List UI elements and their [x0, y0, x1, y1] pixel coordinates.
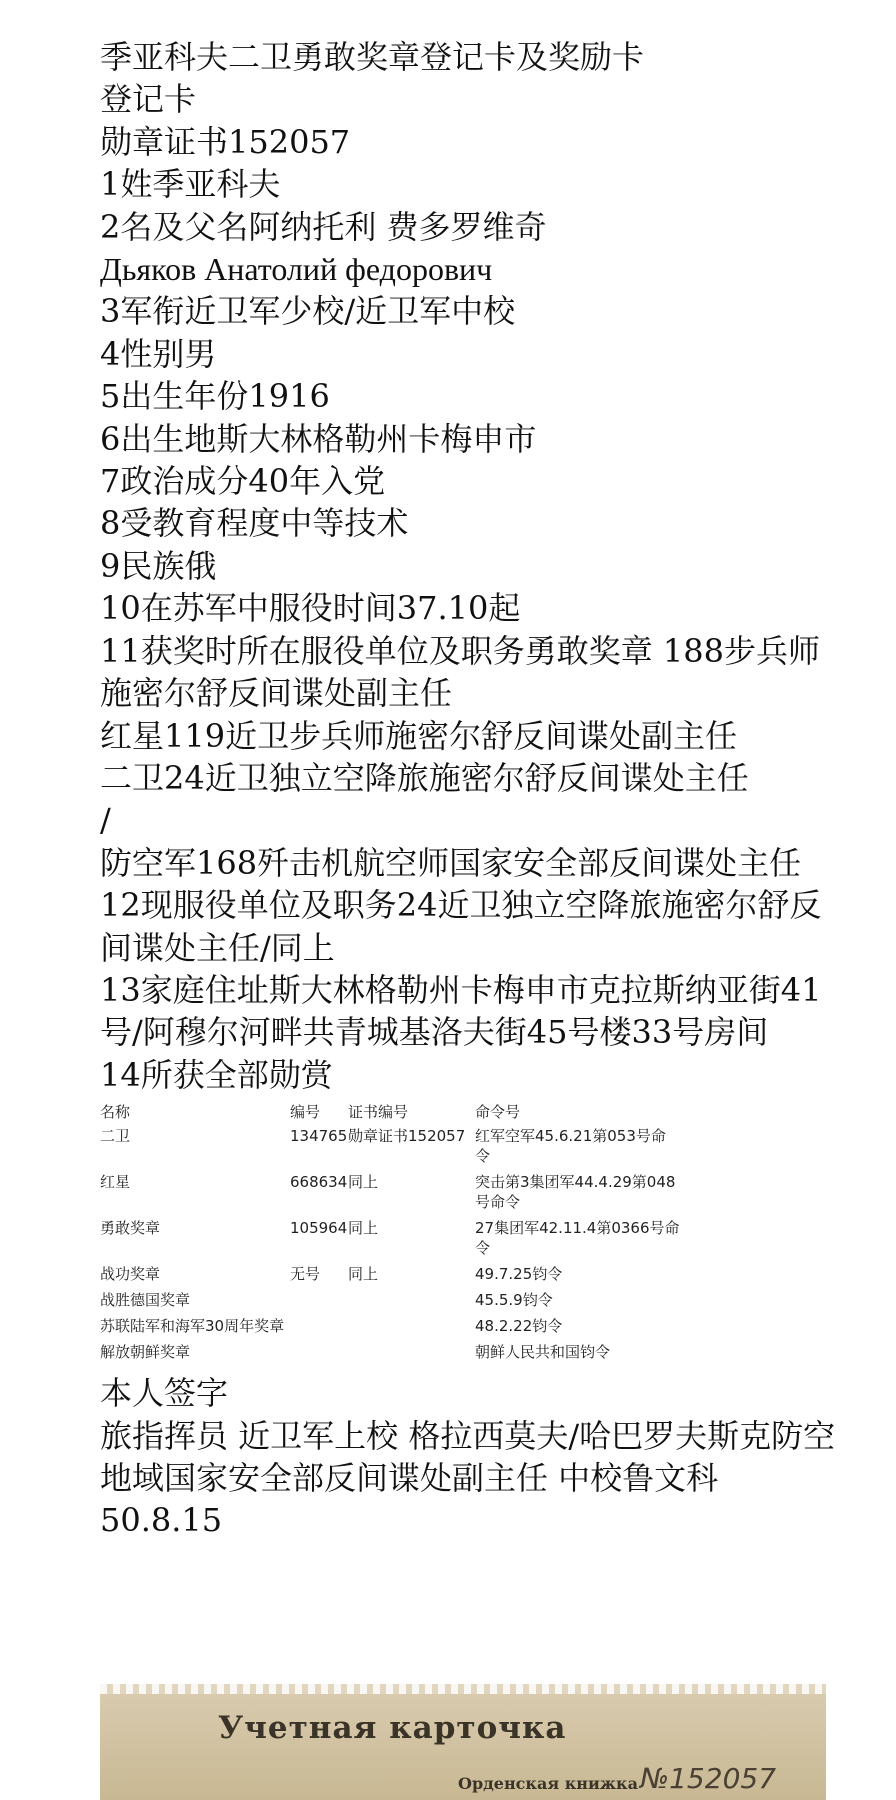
torn-paper-edge	[100, 1684, 826, 1694]
field-unit-second-class: 二卫24近卫独立空降旅施密尔舒反间谍处主任	[100, 758, 749, 797]
award-name: 勇敢奖章	[100, 1219, 161, 1238]
award-order: 红军空军45.6.21第053号命令	[475, 1127, 666, 1166]
field-education: 8受教育程度中等技术	[100, 504, 409, 543]
signature-date: 50.8.15	[100, 1501, 223, 1540]
award-name: 战功奖章	[100, 1265, 161, 1284]
header-name: 名称	[100, 1103, 131, 1122]
award-order: 朝鲜人民共和国钧令	[475, 1343, 611, 1362]
table-row	[100, 1316, 680, 1342]
header-number: 编号	[290, 1103, 321, 1122]
award-number: 105964	[290, 1219, 348, 1238]
award-cert: 同上	[348, 1173, 379, 1192]
table-row	[100, 1290, 680, 1316]
award-order: 45.5.9钧令	[475, 1291, 553, 1310]
card-title: 季亚科夫二卫勇敢奖章登记卡及奖励卡	[100, 38, 645, 76]
table-row	[100, 1172, 680, 1218]
document-body	[100, 36, 840, 1542]
field-unit-red-star: 红星119近卫步兵师施密尔舒反间谍处副主任	[100, 716, 738, 755]
award-cert: 同上	[348, 1219, 379, 1238]
award-number	[290, 1316, 348, 1342]
header-cert: 证书编号	[348, 1103, 409, 1122]
field-name-russian: Дьяков Анатолий федорович	[100, 251, 493, 288]
field-service-start: 10在苏军中服役时间37.10起	[100, 589, 521, 628]
table-row	[100, 1342, 680, 1368]
award-cert	[348, 1290, 475, 1316]
field-all-awards: 14所获全部勋赏	[100, 1055, 333, 1094]
card-subtitle: 登记卡	[100, 80, 197, 119]
slash-separator: /	[100, 801, 111, 840]
award-number: 134765	[290, 1127, 348, 1146]
field-party: 7政治成分40年入党	[100, 462, 386, 501]
signature-label: 本人签字	[100, 1374, 229, 1413]
award-name: 苏联陆军和海军30周年奖章	[100, 1317, 285, 1336]
awards-table	[100, 1102, 680, 1368]
award-cert	[348, 1342, 475, 1368]
field-birthplace: 6出生地斯大林格勒州卡梅申市	[100, 419, 537, 458]
archive-card-photo	[100, 1684, 826, 1800]
field-unit-at-award: 11获奖时所在服役单位及职务勇敢奖章 188步兵师施密尔舒反间谍处副主任	[100, 631, 820, 713]
award-number: 无号	[290, 1265, 321, 1284]
award-order: 突击第3集团军44.4.29第048号命令	[475, 1173, 676, 1212]
field-current-unit: 12现服役单位及职务24近卫独立空降旅施密尔舒反间谍处主任/同上	[100, 886, 822, 967]
award-name: 二卫	[100, 1127, 131, 1146]
field-surname: 1姓季亚科夫	[100, 165, 281, 204]
field-home-address: 13家庭住址斯大林格勒州卡梅申市克拉斯纳亚街41号/阿穆尔河畔共青城基洛夫街45号楼33号房间	[100, 970, 822, 1052]
award-cert: 同上	[348, 1265, 379, 1284]
field-birth-year: 5出生年份1916	[100, 377, 330, 416]
field-name-patronymic: 2名及父名阿纳托利 费多罗维奇	[100, 207, 547, 246]
award-number	[290, 1290, 348, 1316]
field-unit-air-defense: 防空军168歼击机航空师国家安全部反间谍处主任	[100, 843, 802, 882]
header-order: 命令号	[475, 1103, 521, 1122]
award-order: 49.7.25钧令	[475, 1265, 563, 1284]
award-order: 27集团军42.11.4第0366号命令	[475, 1219, 680, 1258]
award-cert: 勋章证书152057	[348, 1127, 466, 1146]
table-row	[100, 1126, 680, 1172]
field-nationality: 9民族俄	[100, 546, 217, 585]
awards-table-header	[100, 1102, 680, 1126]
award-cert	[348, 1316, 475, 1342]
award-order: 48.2.22钧令	[475, 1317, 563, 1336]
photo-card-title: Учетная карточка	[218, 1710, 567, 1746]
photo-card-subtitle: Орденская книжка	[458, 1774, 638, 1793]
award-name: 红星	[100, 1173, 131, 1192]
award-number	[290, 1342, 348, 1368]
table-row	[100, 1218, 680, 1264]
table-row	[100, 1264, 680, 1290]
award-name: 解放朝鲜奖章	[100, 1343, 191, 1362]
photo-handwritten-number: №152057	[640, 1762, 777, 1795]
award-number: 668634	[290, 1173, 348, 1192]
field-sex: 4性别男	[100, 334, 217, 373]
signatory-line: 旅指挥员 近卫军上校 格拉西莫夫/哈巴罗夫斯克防空地域国家安全部反间谍处副主任 中校鲁文科	[100, 1416, 836, 1497]
certificate-line: 勋章证书152057	[100, 122, 351, 161]
field-rank: 3军衔近卫军少校/近卫军中校	[100, 292, 516, 331]
award-name: 战胜德国奖章	[100, 1291, 191, 1310]
